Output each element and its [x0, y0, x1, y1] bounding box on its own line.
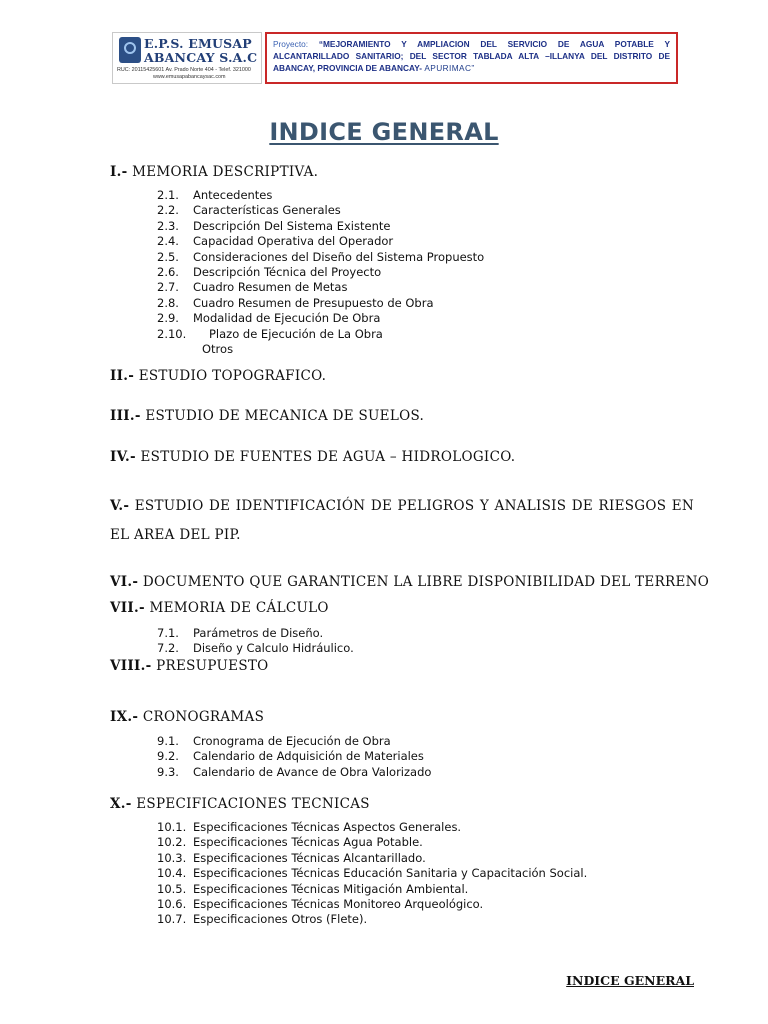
item-number: 10.3.	[157, 850, 187, 865]
item-number: 2.3.	[157, 218, 179, 233]
item-number: 2.6.	[157, 264, 179, 279]
item-label: Cuadro Resumen de Presupuesto de Obra	[193, 295, 434, 310]
list-item	[157, 641, 354, 656]
list-item	[157, 203, 484, 218]
item-number: 7.2.	[157, 641, 179, 656]
item-number: 2.1.	[157, 188, 179, 202]
section-number: III.-	[110, 408, 141, 424]
list-item	[157, 866, 587, 881]
item-label: Especificaciones Otros (Flete).	[193, 912, 368, 927]
section-label: CRONOGRAMAS	[142, 709, 265, 725]
item-number: 2.9.	[157, 311, 179, 326]
item-number: 2.2.	[157, 203, 179, 218]
section-label: ESTUDIO DE FUENTES DE AGUA – HIDROLOGICO.	[140, 449, 516, 465]
section-items	[157, 626, 354, 657]
item-label: Especificaciones Técnicas Alcantarillado.	[193, 850, 426, 865]
project-box	[265, 32, 678, 84]
section-heading	[110, 796, 370, 812]
list-item	[157, 250, 484, 265]
item-number: 10.6.	[157, 896, 187, 911]
item-label: Antecedentes	[193, 188, 273, 202]
item-label: Características Generales	[193, 203, 341, 218]
section-number: V.-	[110, 498, 130, 514]
item-label: Consideraciones del Diseño del Sistema Propuesto	[193, 249, 485, 264]
emusap-emblem-icon	[119, 37, 141, 63]
page-header	[112, 32, 680, 84]
page-footer-title: INDICE GENERAL	[566, 973, 694, 988]
section-heading	[110, 449, 515, 465]
item-number: 10.2.	[157, 835, 187, 850]
list-item	[157, 734, 431, 749]
section-items	[157, 188, 484, 357]
item-number: 2.8.	[157, 295, 179, 310]
list-item	[157, 280, 484, 295]
section-label: ESTUDIO DE IDENTIFICACIÓN DE PELIGROS Y ANALISIS DE RIESGOS EN EL AREA DEL PIP.	[110, 498, 694, 543]
item-number: 9.3.	[157, 764, 179, 779]
item-label: Cuadro Resumen de Metas	[193, 280, 348, 295]
item-number: 9.2.	[157, 749, 179, 764]
item-number: 7.1.	[157, 626, 179, 640]
company-logo	[112, 32, 262, 84]
section-heading	[110, 408, 424, 424]
item-number: 2.5.	[157, 249, 179, 264]
list-item	[157, 265, 484, 280]
item-label: Otros	[202, 341, 234, 356]
item-label: Especificaciones Técnicas Monitoreo Arqueológico.	[193, 896, 484, 911]
section-heading	[110, 658, 269, 674]
list-item	[157, 765, 431, 780]
list-item	[157, 749, 431, 764]
section-heading	[110, 368, 326, 384]
section-heading	[110, 164, 318, 180]
item-number: 10.1.	[157, 820, 187, 834]
item-number: 2.10.	[157, 326, 187, 341]
item-number: 10.4.	[157, 866, 187, 881]
logo-company-city: ABANCAY S.A.C	[144, 50, 258, 65]
project-region: APURIMAC”	[424, 63, 475, 73]
section-number: IV.-	[110, 449, 136, 465]
section-label: ESPECIFICACIONES TECNICAS	[136, 796, 370, 812]
item-label: Plazo de Ejecución de La Obra	[209, 326, 383, 341]
section-items	[157, 820, 587, 928]
item-label: Descripción Del Sistema Existente	[193, 218, 391, 233]
list-item	[157, 219, 484, 234]
section-heading	[110, 600, 329, 616]
item-number: 10.5.	[157, 881, 187, 896]
list-item	[157, 897, 587, 912]
list-item	[157, 820, 587, 835]
section-heading	[110, 574, 709, 590]
project-label: Proyecto:	[273, 39, 309, 49]
item-label: Diseño y Calculo Hidráulico.	[193, 641, 354, 656]
item-label: Modalidad de Ejecución De Obra	[193, 311, 381, 326]
section-number: IX.-	[110, 709, 139, 725]
section-number: II.-	[110, 368, 135, 384]
list-item	[157, 234, 484, 249]
section-label: ESTUDIO TOPOGRAFICO.	[138, 368, 327, 384]
section-heading	[110, 492, 694, 550]
section-number: VII.-	[110, 600, 145, 616]
item-label: Especificaciones Técnicas Educación Sanitaria y Capacitación Social.	[193, 866, 588, 881]
logo-company-name: E.P.S. EMUSAP	[144, 36, 252, 51]
section-items	[157, 734, 431, 780]
project-title: “MEJORAMIENTO Y AMPLIACION DEL SERVICIO DE AGUA POTABLE Y ALCANTARILLADO SANITARIO; DEL SECTOR TABLADA ALTA –ILLANYA DEL DISTRITO DE ABANCAY, PROVINCIA DE ABANCAY-	[273, 39, 670, 73]
logo-address: RUC: 20115425601 Av. Prado Norte 404 - Telef. 321000	[117, 67, 251, 73]
item-number: 10.7.	[157, 912, 187, 927]
list-item	[157, 882, 587, 897]
item-number: 2.7.	[157, 280, 179, 295]
item-number: 2.4.	[157, 234, 179, 249]
item-label: Capacidad Operativa del Operador	[193, 234, 394, 249]
list-item	[157, 626, 354, 641]
item-label: Especificaciones Técnicas Aspectos Generales.	[193, 820, 462, 834]
section-number: VI.-	[110, 574, 139, 590]
list-item	[157, 342, 484, 357]
list-item	[157, 835, 587, 850]
item-label: Calendario de Adquisición de Materiales	[193, 749, 424, 764]
section-label: DOCUMENTO QUE GARANTICEN LA LIBRE DISPONIBILIDAD DEL TERRENO	[142, 574, 710, 590]
section-number: X.-	[110, 796, 132, 812]
item-label: Calendario de Avance de Obra Valorizado	[193, 764, 432, 779]
list-item	[157, 851, 587, 866]
item-label: Cronograma de Ejecución de Obra	[193, 734, 391, 748]
list-item	[157, 311, 484, 326]
list-item	[157, 296, 484, 311]
logo-website: www.emusapabancaysac.com	[153, 74, 226, 80]
section-label: MEMORIA DESCRIPTIVA.	[132, 164, 319, 180]
page-title: INDICE GENERAL	[269, 118, 499, 146]
section-label: MEMORIA DE CÁLCULO	[149, 600, 329, 616]
list-item	[157, 188, 484, 203]
item-label: Especificaciones Técnicas Agua Potable.	[193, 835, 423, 850]
item-label: Descripción Técnica del Proyecto	[193, 264, 382, 279]
section-number: VIII.-	[110, 658, 152, 674]
list-item	[157, 912, 587, 927]
list-item	[157, 327, 484, 342]
item-number: 9.1.	[157, 734, 179, 748]
section-label: ESTUDIO DE MECANICA DE SUELOS.	[145, 408, 425, 424]
item-label: Especificaciones Técnicas Mitigación Ambiental.	[193, 881, 469, 896]
section-heading	[110, 709, 264, 725]
item-label: Parámetros de Diseño.	[193, 626, 324, 640]
section-label: PRESUPUESTO	[156, 658, 269, 674]
section-number: I.-	[110, 164, 128, 180]
